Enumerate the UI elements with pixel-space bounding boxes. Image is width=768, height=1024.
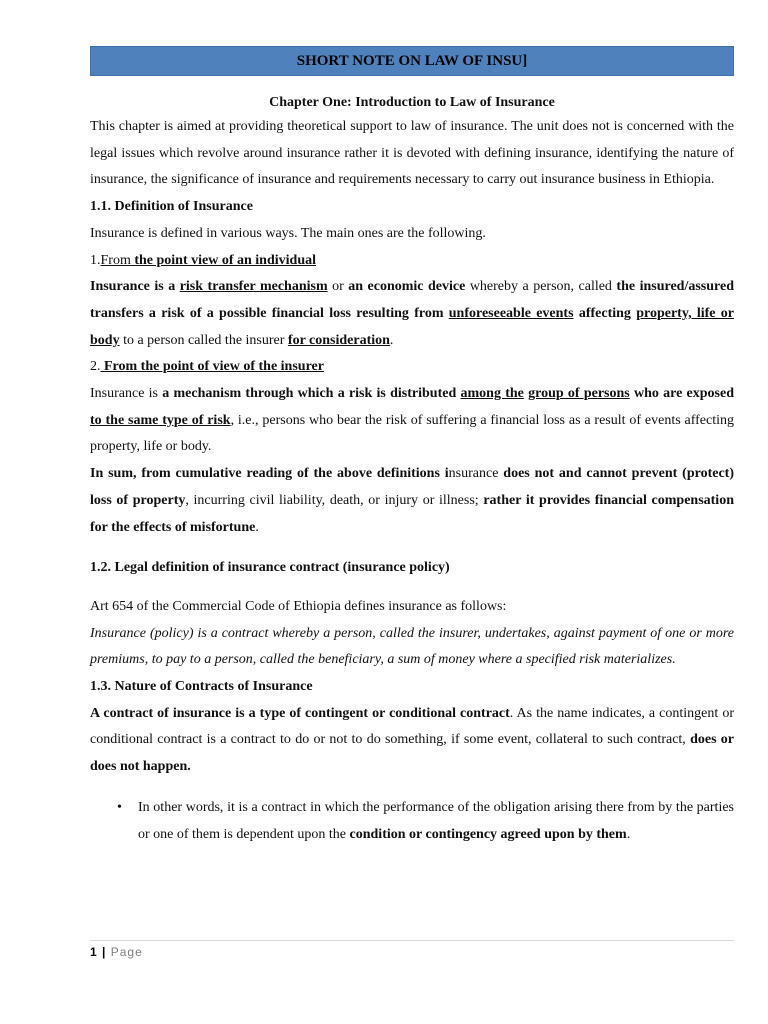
definition-lead: Insurance is defined in various ways. The main ones are the following. — [90, 225, 486, 241]
title-banner — [90, 46, 734, 76]
section-heading-1-2: 1.2. Legal definition of insurance contract (insurance policy) — [90, 560, 450, 576]
article-quote: Insurance (policy) is a contract whereby a person, called the insurer, undertakes, against payment of one or more premiums, to pay to a person, called the beneficiary, a sum of money where a specified risk materializes. — [90, 625, 734, 668]
document-title: SHORT NOTE ON LAW OF INSU] — [296, 52, 528, 69]
bullet-item — [90, 795, 734, 848]
item-2-paragraph: Insurance is a mechanism through which a risk is distributed among the group of persons who are exposed to the same type of risk, i.e., persons who bear the risk of suffering a financial loss as a result of events affecting property, life or body. — [90, 386, 735, 455]
chapter-title: Chapter One: Introduction to Law of Insurance — [269, 95, 555, 110]
section-heading-1-3: 1.3. Nature of Contracts of Insurance — [90, 679, 313, 695]
summary-paragraph: In sum, from cumulative reading of the above definitions insurance does not and cannot prevent (protect) loss of property, incurring civil liability, death, or injury or illness; rather it provides financial compensation for the effects of misfortune. — [90, 466, 734, 535]
page-footer — [90, 940, 734, 959]
bullet-text: In other words, it is a contract in which the performance of the obligation arising there from by the parties or one of them is dependent upon the condition or contingency agreed upon by them. — [138, 799, 734, 842]
article-lead: Art 654 of the Commercial Code of Ethiopia defines insurance as follows: — [90, 598, 507, 614]
bullet-icon: • — [117, 799, 122, 815]
section-heading-1-1: 1.1. Definition of Insurance — [90, 199, 253, 215]
nature-paragraph: A contract of insurance is a type of contingent or conditional contract. As the name indicates, a contingent or conditional contract is a contract to do or not to do something, if some event, collateral to such contract, does or does not happen. — [90, 705, 734, 775]
item-1-heading: 1.From the point view of an individual — [90, 252, 316, 268]
item-2-heading: 2. From the point of view of the insurer — [90, 359, 324, 375]
document-page — [90, 46, 734, 848]
intro-paragraph: This chapter is aimed at providing theoretical support to law of insurance. The unit does not is concerned with the legal issues which revolve around insurance rather it is devoted with defining insurance, identifying the nature of insurance, the significance of insurance and requirements necessary to carry out insurance business in Ethiopia. — [90, 119, 734, 188]
item-1-paragraph: Insurance is a risk transfer mechanism or an economic device whereby a person, called the insured/assured transfers a risk of a possible financial loss resulting from unforeseeable events affecting property, life or body to a person called the insurer for consideration. — [90, 279, 735, 348]
page-number-label: 1 | Page — [90, 945, 143, 959]
